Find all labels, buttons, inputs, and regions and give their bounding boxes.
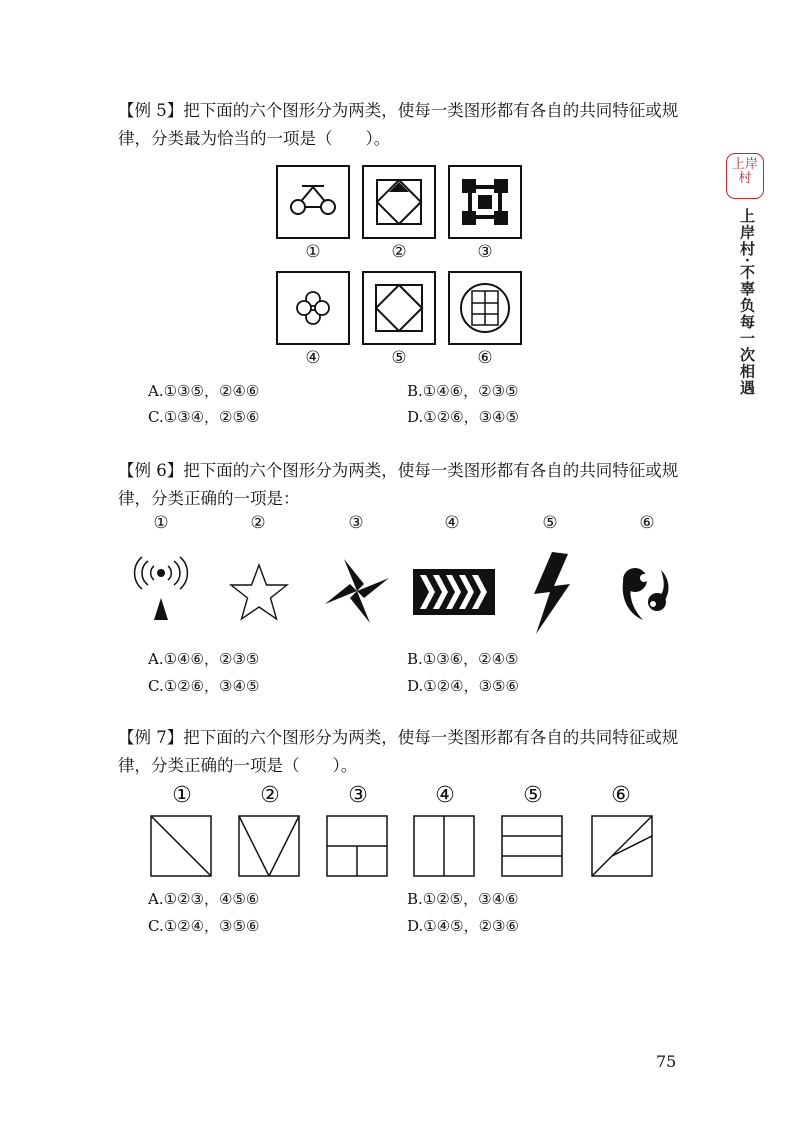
q7-option-b[interactable]: B.①②⑤，③④⑥ — [407, 890, 519, 908]
q6-label-5: ⑤ — [542, 513, 558, 533]
q7-figure-2 — [238, 815, 300, 877]
q6-figure-3-pinwheel — [322, 556, 392, 626]
q5-option-a[interactable]: A.①③⑤，②④⑥ — [148, 382, 260, 400]
q7-stem-line2: 律，分类正确的一项是（ ）。 — [118, 756, 358, 775]
q5-label-3: ③ — [477, 242, 493, 262]
q7-label-4: ④ — [435, 783, 455, 808]
q6-figure-5-lightning — [530, 552, 574, 634]
q6-label-3: ③ — [348, 513, 364, 533]
q5-label-4: ④ — [305, 348, 321, 368]
q6-option-d[interactable]: D.①②④，③⑤⑥ — [407, 677, 519, 695]
q5-stem-line2: 律，分类最为恰当的一项是（ ）。 — [118, 129, 391, 148]
q7-label-3: ③ — [348, 783, 368, 808]
q5-figure-3 — [448, 165, 522, 239]
q6-option-b[interactable]: B.①③⑥，②④⑤ — [407, 650, 519, 668]
q5-figure-5 — [362, 271, 436, 345]
q6-label-2: ② — [250, 513, 266, 533]
q7-option-c[interactable]: C.①②④，③⑤⑥ — [148, 917, 260, 935]
q7-figure-5 — [501, 815, 563, 877]
q6-option-a[interactable]: A.①④⑥，②③⑤ — [148, 650, 260, 668]
q5-figure-2 — [362, 165, 436, 239]
q6-label-6: ⑥ — [639, 513, 655, 533]
q5-label-5: ⑤ — [391, 348, 407, 368]
q7-label-2: ② — [260, 783, 280, 808]
q5-figure-1 — [276, 165, 350, 239]
q6-stem-line1: 【例 6】把下面的六个图形分为两类，使每一类图形都有各自的共同特征或规 — [118, 461, 679, 480]
sidebar-slogan: 上岸村·不辜负每一次相遇 — [738, 208, 756, 397]
q5-option-b[interactable]: B.①④⑥，②③⑤ — [407, 382, 519, 400]
q7-figure-3 — [326, 815, 388, 877]
q7-option-d[interactable]: D.①④⑤，②③⑥ — [407, 917, 519, 935]
q6-label-1: ① — [153, 513, 169, 533]
q7-label-1: ① — [172, 783, 192, 808]
q7-label-6: ⑥ — [611, 783, 631, 808]
q6-figure-1-antenna — [128, 556, 194, 622]
q6-figure-2-star — [228, 562, 290, 624]
q6-option-c[interactable]: C.①②⑥，③④⑤ — [148, 677, 260, 695]
q5-option-d[interactable]: D.①②⑥，③④⑤ — [407, 408, 519, 426]
page-number: 75 — [656, 1052, 677, 1071]
q5-label-6: ⑥ — [477, 348, 493, 368]
q5-figure-4 — [276, 271, 350, 345]
q7-figure-1 — [150, 815, 212, 877]
q5-stem-line1: 【例 5】把下面的六个图形分为两类，使每一类图形都有各自的共同特征或规 — [118, 101, 679, 120]
q7-figure-6 — [591, 815, 653, 877]
q5-label-1: ① — [305, 242, 321, 262]
q5-option-c[interactable]: C.①③④，②⑤⑥ — [148, 408, 260, 426]
q6-label-4: ④ — [444, 513, 460, 533]
brand-seal: 上岸村 — [726, 153, 764, 199]
q6-figure-6-commas — [615, 560, 681, 626]
q7-stem-line1: 【例 7】把下面的六个图形分为两类，使每一类图形都有各自的共同特征或规 — [118, 728, 679, 747]
q6-stem-line2: 律，分类正确的一项是： — [118, 489, 300, 508]
q6-figure-4-chevrons — [413, 569, 495, 615]
q5-figure-6 — [448, 271, 522, 345]
q7-option-a[interactable]: A.①②③，④⑤⑥ — [148, 890, 260, 908]
q5-label-2: ② — [391, 242, 407, 262]
q7-label-5: ⑤ — [523, 783, 543, 808]
q7-figure-4 — [413, 815, 475, 877]
